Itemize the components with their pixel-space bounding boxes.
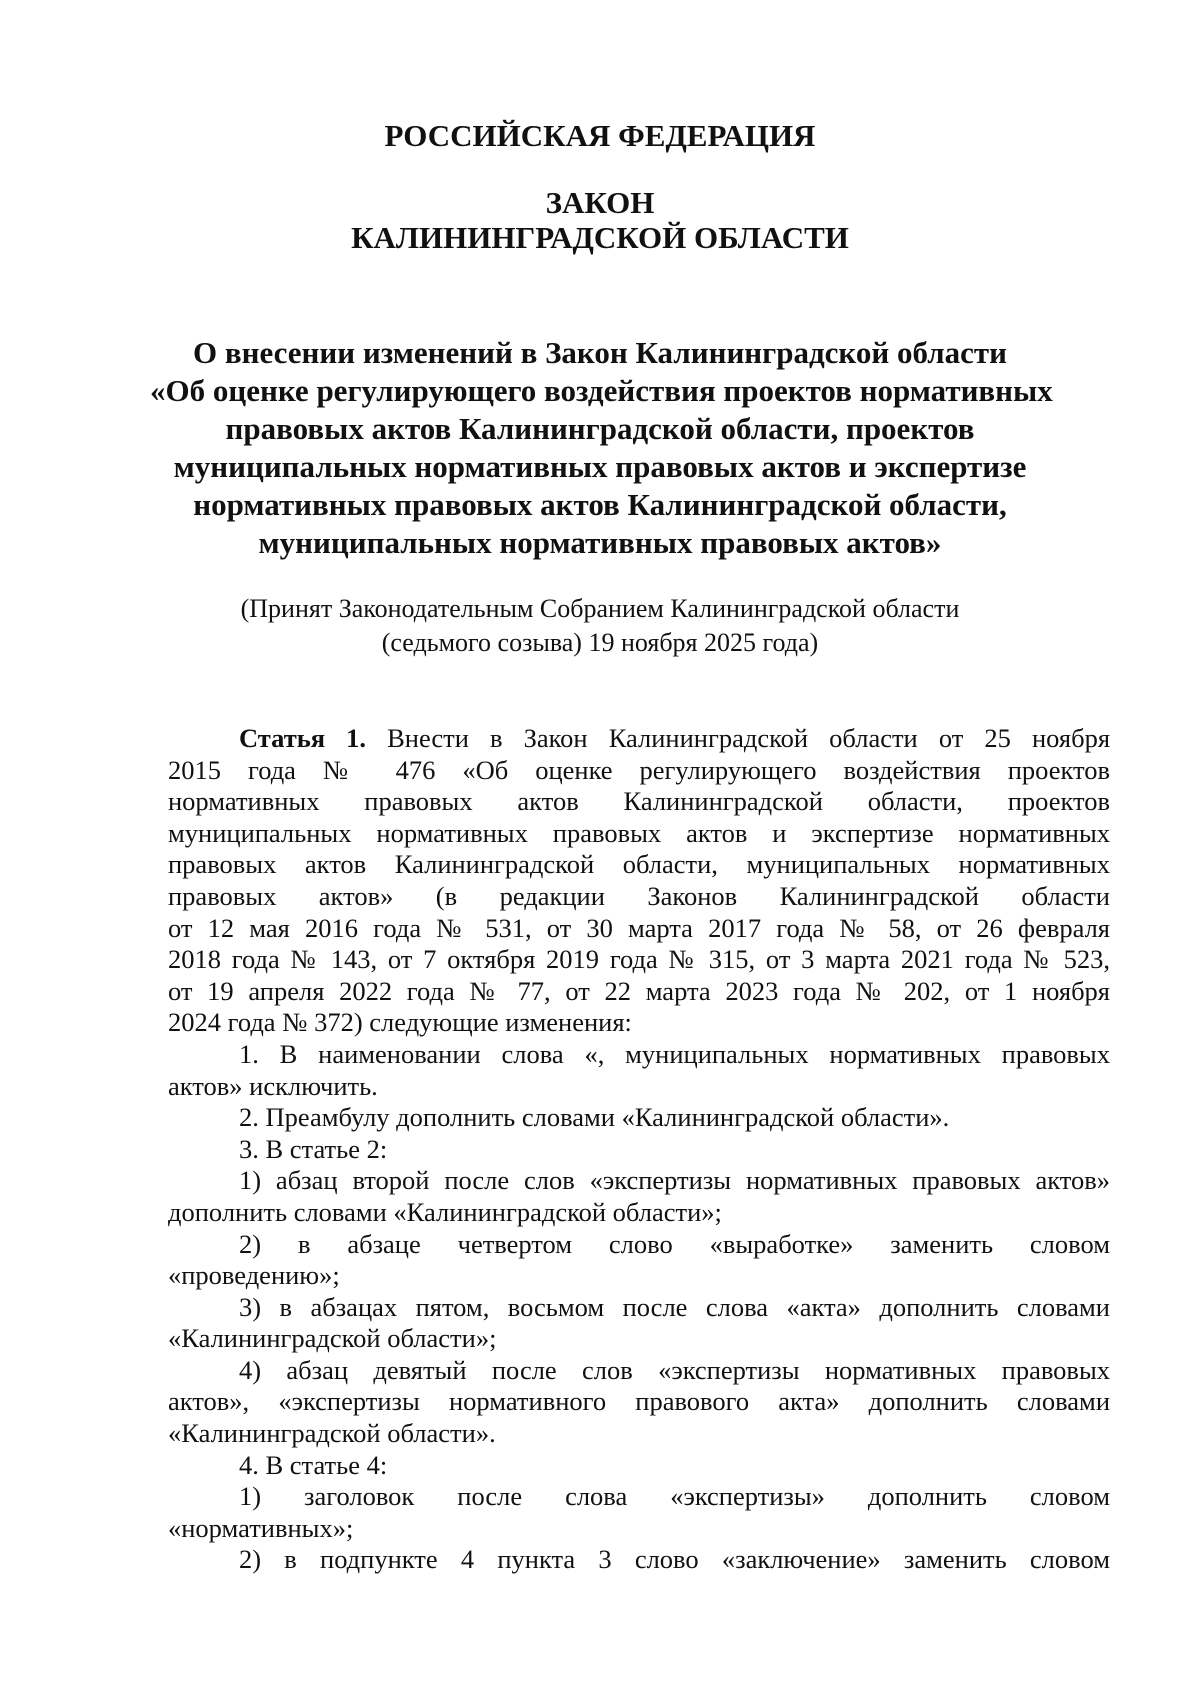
article-line: от 12 мая 2016 года № 531, от 30 марта 2017 года № 58, от 26 февраля xyxy=(168,912,1110,943)
item-line: 4. В статье 4: xyxy=(239,1449,388,1480)
item-line: 2) в подпункте 4 пункта 3 слово «заключение» заменить словом xyxy=(239,1544,1110,1575)
item-line: актов», «экспертизы нормативного правового акта» дополнить словами xyxy=(168,1386,1110,1417)
title-line: муниципальных нормативных правовых актов и экспертизе xyxy=(173,449,1027,484)
article-line: 2015 года № 476 «Об оценке регулирующего воздействия проектов xyxy=(168,754,1110,785)
title-line: муниципальных нормативных правовых актов» xyxy=(258,525,942,560)
item-line: «нормативных»; xyxy=(168,1512,354,1543)
article-line: нормативных правовых актов Калининградской области, проектов xyxy=(168,786,1110,817)
item-line: 4) абзац девятый после слов «экспертизы нормативных правовых xyxy=(239,1354,1110,1385)
article-line: муниципальных нормативных правовых актов и экспертизе нормативных xyxy=(168,817,1110,848)
article-line: 2018 года № 143, от 7 октября 2019 года № 315, от 3 марта 2021 года № 523, xyxy=(168,944,1110,975)
scan-dot xyxy=(142,6,148,12)
item-line: 2) в абзаце четвертом слово «выработке» заменить словом xyxy=(239,1228,1110,1259)
item-line: актов» исключить. xyxy=(168,1070,378,1101)
item-line: «Калининградской области». xyxy=(168,1418,496,1449)
item-line: 3) в абзацах пятом, восьмом после слова «акта» дополнить словами xyxy=(239,1291,1110,1322)
law-heading: ЗАКОН xyxy=(545,185,655,220)
article-label: Статья 1. xyxy=(239,723,367,753)
region-heading: КАЛИНИНГРАДСКОЙ ОБЛАСТИ xyxy=(351,220,849,255)
article-line xyxy=(168,723,1110,755)
article-line: правовых актов» (в редакции Законов Калининградской области xyxy=(168,880,1110,911)
item-line: «Калининградской области»; xyxy=(168,1323,497,1354)
title-line: «Об оценке регулирующего воздействия проектов нормативных xyxy=(150,373,1053,408)
item-line: дополнить словами «Калининградской области»; xyxy=(168,1196,722,1227)
article-line: от 19 апреля 2022 года № 77, от 22 марта 2023 года № 202, от 1 ноября xyxy=(168,975,1110,1006)
item-line: «проведению»; xyxy=(168,1260,340,1291)
item-line: 3. В статье 2: xyxy=(239,1133,388,1164)
item-line: 2. Преамбулу дополнить словами «Калининградской области». xyxy=(239,1102,950,1133)
article-body xyxy=(168,723,1110,1576)
item-line: 1) абзац второй после слов «экспертизы нормативных правовых актов» xyxy=(239,1165,1110,1196)
title-line: правовых актов Калининградской области, проектов xyxy=(225,411,975,446)
country-heading: РОССИЙСКАЯ ФЕДЕРАЦИЯ xyxy=(384,118,816,153)
adoption-line: (Принят Законодательным Собранием Калининградской области xyxy=(240,594,960,623)
law-title xyxy=(150,334,1053,562)
article-text: Внести в Закон Калининградской области от 25 ноября xyxy=(387,723,1111,753)
adoption-note xyxy=(150,592,1050,660)
item-line: 1. В наименовании слова «, муниципальных нормативных правовых xyxy=(239,1038,1110,1069)
item-line: 1) заголовок после слова «экспертизы» дополнить словом xyxy=(239,1481,1110,1512)
title-line: О внесении изменений в Закон Калининградской области xyxy=(193,335,1007,370)
adoption-line: (седьмого созыва) 19 ноября 2025 года) xyxy=(381,628,819,657)
article-line: правовых актов Калининградской области, муниципальных нормативных xyxy=(168,849,1110,880)
article-line: 2024 года № 372) следующие изменения: xyxy=(168,1007,632,1038)
title-line: нормативных правовых актов Калининградской области, xyxy=(193,487,1007,522)
